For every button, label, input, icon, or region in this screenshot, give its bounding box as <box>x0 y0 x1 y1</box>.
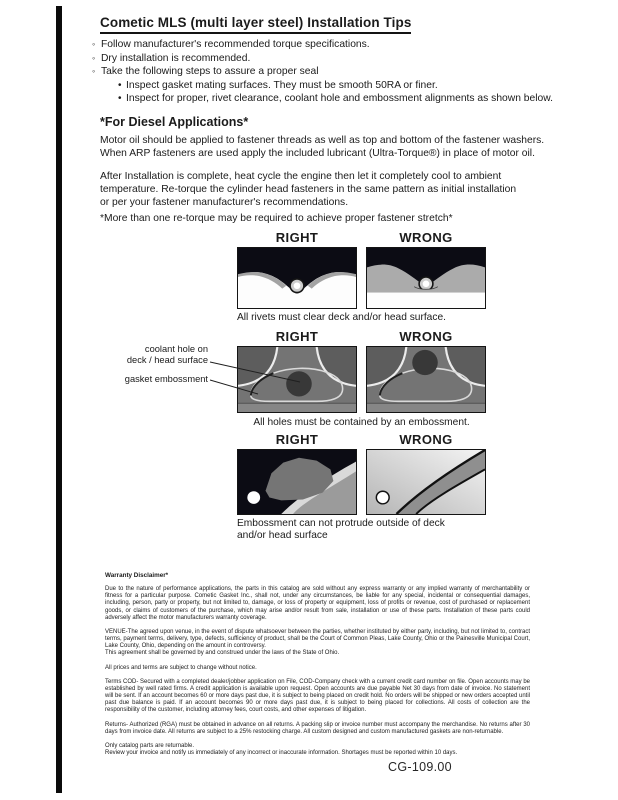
sub-bullet-icon: • <box>118 79 122 91</box>
fig1-caption: All rivets must clear deck and/or head surface. <box>237 312 446 323</box>
annotation-line: deck / head surface <box>126 355 208 365</box>
warranty-paragraph: Terms COD- Secured with a completed dealer/jobber application on File, COD-Company check with a current credit card number on file. Open accounts may be established by well rated firms. A credit application is available upon request. Open accounts are due payable Net 30 days from date of invoice. No statement will be sent. If an account becomes 60 or more days past due, it is subject to being placed on credit hold. No orders will be shipped or new orders accepted until past due balance is paid. If an account becomes 90 or more days past due, it is subject to being placed for collections. All costs of collection are the responsibility of the customer, including attorney fees, court costs, and other expenses of litigation. <box>105 678 530 714</box>
fig3-wrong-label: WRONG <box>399 432 453 447</box>
fig1-wrong-label: WRONG <box>399 230 453 245</box>
gasket-embossment-annotation: gasket embossment <box>124 374 208 384</box>
annotation-line: coolant hole on <box>144 344 208 354</box>
diesel-paragraph-line: After Installation is complete, heat cycle the engine then let it completely cool to ambient <box>100 171 502 182</box>
warranty-disclaimer-block <box>105 572 530 764</box>
warranty-paragraph: This agreement shall be governed by and construed under the laws of the State of Ohio. <box>105 650 340 657</box>
bullet-icon: ◦ <box>92 66 96 77</box>
rivet-covered-diagram <box>367 248 485 308</box>
list-item <box>92 65 562 79</box>
tip-text: Follow manufacturer's recommended torque specifications. <box>101 39 370 50</box>
warranty-paragraph: VENUE-The agreed upon venue, in the event of dispute whatsoever between the parties, whether instituted by either party, including, but not limited to, contract terms, payment terms, delivery, type, defects, sufficiency of product, shall be the Court of Common Pleas, Lake County, Ohio or the Painesville Municipal Court, Lake County, Ohio, depending on the amount in controversy. <box>105 628 530 650</box>
fig3-wrong-diagram <box>366 449 486 515</box>
page-number: CG-109.00 <box>388 760 452 774</box>
hole-outside-embossment-diagram <box>367 347 485 412</box>
fig2-right-label: RIGHT <box>275 329 319 344</box>
warranty-paragraph: Review your invoice and notify us immediately of any incorrect or inaccurate information. Shortages must be reported within 10 days. <box>105 749 458 756</box>
installation-tips-list <box>92 38 562 106</box>
warranty-paragraph: Due to the nature of performance applications, the parts in this catalog are sold without any express warranty or any implied warranty of merchantability or fitness for a particular purpose. Cometic Gasket Inc., shall not, under any circumstances, be liable for any special, incidental or consequential damages, including, person, party or property, but not limited to, damage, or loss of property or equipment, loss of profits or revenue, cost of purchased or replacement goods, or claims of customers of the purchase, which may arise and/or result from sale, installation or use of these parts. Installation of these parts could adversely affect the motor manufacturers warranty coverage. <box>105 586 530 621</box>
fig3-right-diagram <box>237 449 357 515</box>
warranty-paragraph: Returns- Authorized (RGA) must be obtained in advance on all returns. A packing slip or invoice number must accompany the merchandise. No returns after 30 days from invoice date. All returns are subject to a 25% restocking charge. All custom designed and custom manufactured gaskets are non-returnable. <box>105 721 530 735</box>
page-title: Cometic MLS (multi layer steel) Installation Tips <box>100 15 411 34</box>
diesel-section-heading: *For Diesel Applications* <box>100 115 249 129</box>
sub-bullet-icon: • <box>118 93 122 105</box>
warranty-paragraph: All prices and terms are subject to change without notice. <box>105 664 257 671</box>
annotation-pointer-lines <box>205 352 315 400</box>
page-edge-rule <box>56 6 62 793</box>
tip-text: Dry installation is recommended. <box>101 52 251 64</box>
fig3-caption-line2: and/or head surface <box>237 530 328 541</box>
list-item <box>118 92 562 106</box>
rivet-clear-diagram <box>238 248 356 308</box>
fig1-right-label: RIGHT <box>275 230 319 245</box>
fig1-right-diagram <box>237 247 357 309</box>
tip-text: Take the following steps to assure a proper seal <box>101 66 319 78</box>
retorque-note: *More than one re-torque may be required to achieve proper fastener stretch* <box>100 213 453 224</box>
bullet-icon: ◦ <box>92 39 96 49</box>
embossment-protruding-diagram <box>367 450 485 514</box>
list-item <box>118 79 562 93</box>
embossment-inside-deck-diagram <box>238 450 356 514</box>
tip-text: Inspect for proper, rivet clearance, coolant hole and embossment alignments as shown below. <box>126 93 553 105</box>
diesel-paragraph-line: temperature. Re-torque the cylinder head fasteners in the same pattern as initial installation <box>100 184 517 195</box>
fig2-caption: All holes must be contained by an embossment. <box>253 417 470 428</box>
fig2-wrong-diagram <box>366 346 486 413</box>
diesel-paragraph-line: When ARP fasteners are used apply the included lubricant (Ultra-Torque®) in place of motor oil. <box>100 148 535 159</box>
fig2-wrong-label: WRONG <box>399 329 453 344</box>
diesel-paragraph-line: Motor oil should be applied to fastener threads as well as top and bottom of the fastener washers. <box>100 135 545 146</box>
fig3-caption-line1: Embossment can not protrude outside of deck <box>237 518 445 529</box>
coolant-hole-annotation <box>118 344 208 366</box>
list-item <box>92 38 562 52</box>
fig3-right-label: RIGHT <box>275 432 319 447</box>
tip-text: Inspect gasket mating surfaces. They must be smooth 50RA or finer. <box>126 79 438 91</box>
list-item <box>92 52 562 66</box>
fig1-wrong-diagram <box>366 247 486 309</box>
diesel-paragraph-line: or per your fastener manufacturer's recommendations. <box>100 197 349 208</box>
warranty-paragraph: Only catalog parts are returnable. <box>105 742 195 749</box>
warranty-heading: Warranty Disclaimer* <box>105 572 169 579</box>
bullet-icon: ◦ <box>92 52 96 63</box>
